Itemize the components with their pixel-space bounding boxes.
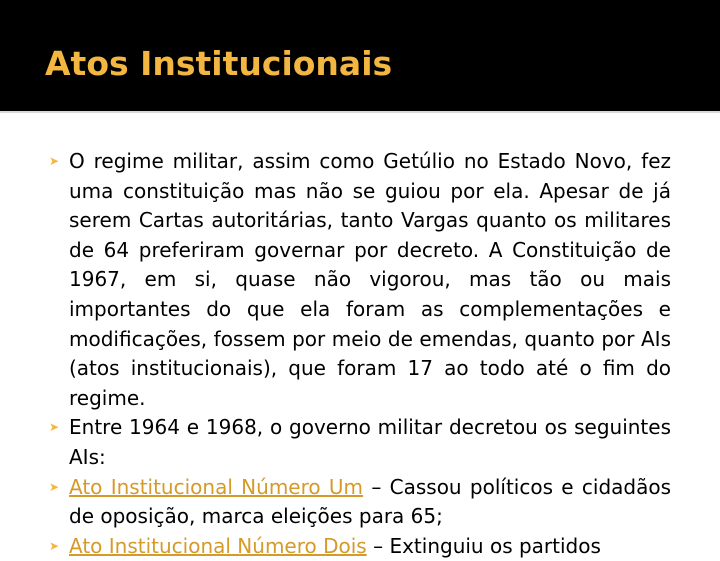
chevron-bullet-icon: ➤ <box>48 420 60 435</box>
ato-institucional-dois-link[interactable]: Ato Institucional Número Dois <box>69 533 367 558</box>
bullet-text: Entre 1964 e 1968, o governo militar decretou os seguintes AIs: <box>69 415 671 469</box>
bullet-list <box>0 147 720 561</box>
bullet-text: – Extinguiu os partidos <box>366 533 601 558</box>
bullet-item <box>0 413 720 472</box>
title-divider <box>0 111 720 113</box>
bullet-item <box>0 147 720 413</box>
chevron-bullet-icon: ➤ <box>48 154 60 168</box>
bullet-text: O regime militar, assim como Getúlio no Estado Novo, fez uma constituição mas não se guiou por ela. Apesar de já serem Cartas autoritárias, tanto Vargas quanto os militares de 64 preferiram governar por decreto. A Constituição de 1967, em si, quase não vigorou, mas tão ou mais importantes do que ela foram as complementações e modificações, fossem por meio de emendas, quanto por AIs (atos institucionais), que foram 17 ao todo até o fim do regime. <box>69 149 671 410</box>
bullet-item <box>0 532 720 561</box>
slide-title: Atos Institucionais <box>45 44 393 83</box>
chevron-bullet-icon: ➤ <box>48 479 60 494</box>
bullet-text: – Cassou políticos e cidadãos de oposição, marca eleições para 65; <box>69 474 671 529</box>
bullet-item <box>0 473 720 532</box>
chevron-bullet-icon: ➤ <box>48 538 60 553</box>
title-bar <box>0 0 720 111</box>
ato-institucional-um-link[interactable]: Ato Institucional Número Um <box>69 474 364 499</box>
